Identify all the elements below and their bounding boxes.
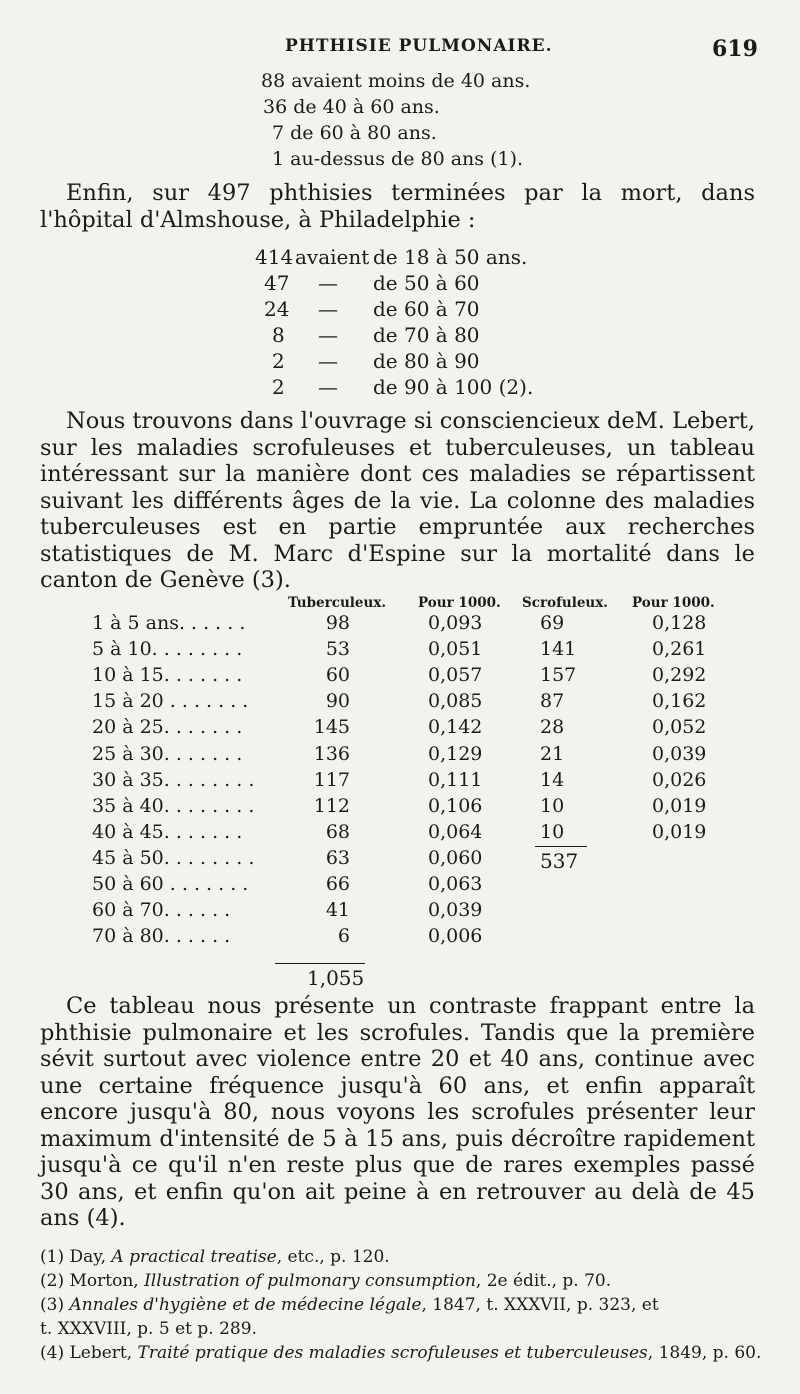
- ditto-dash: —: [318, 271, 338, 295]
- table-row: [0, 716, 800, 742]
- tub-per-1000: 0,129: [428, 742, 483, 765]
- col-header-scrofuleux: Scrofuleux.: [522, 595, 608, 611]
- age-band: 45 à 50. . . . . . . .: [92, 846, 255, 869]
- scr-count: 14: [540, 768, 565, 791]
- tub-count: 60: [325, 664, 350, 687]
- age-range: de 60 à 70: [373, 297, 480, 321]
- paragraph-lebert-table-intro: Nous trouvons dans l'ouvrage si consciencieux deM. Lebert, sur les maladies scrofuleuses et tuberculeuses, un tableau intéressant sur la manière dont ces maladies se répartissent suivant les différents âges de la vie. La colonne des maladies tuberculeuses est en partie empruntée aux recherches statistiques de M. Marc d'Espine sur la mortalité dans le canton de Genève (3).: [40, 408, 755, 593]
- age-range: de 18 à 50 ans.: [373, 245, 528, 269]
- age-range: de 90 à 100 (2).: [373, 375, 534, 399]
- footnote-text: , 1847, t. XXXVII, p. 323, et: [421, 1295, 659, 1315]
- philadelphia-row: [0, 271, 800, 297]
- tub-count: 63: [325, 846, 350, 869]
- scr-count: 141: [540, 638, 577, 661]
- age-stat-line: 36 de 40 à 60 ans.: [263, 96, 440, 118]
- age-band: 70 à 80. . . . . .: [92, 925, 231, 948]
- tub-per-1000: 0,093: [428, 612, 483, 634]
- table-row: [0, 821, 800, 847]
- tub-count: 66: [325, 873, 350, 895]
- scr-per-1000: 0,019: [652, 794, 707, 817]
- table-row: [0, 795, 800, 821]
- age-band: 5 à 10. . . . . . . .: [92, 638, 243, 661]
- tub-count: 136: [313, 742, 350, 765]
- scr-count: 69: [540, 612, 565, 634]
- footnote-text: , 1849, p. 60.: [647, 1343, 762, 1363]
- tub-count: 112: [313, 794, 350, 817]
- footnote: [40, 1271, 611, 1291]
- footnote-title: Annales d'hygiène et de médecine légale: [69, 1295, 422, 1315]
- paragraph-philadelphia-intro: Enfin, sur 497 phthisies terminées par la mort, dans l'hôpital d'Almshouse, à Philadelphie :: [40, 180, 755, 233]
- table-row: [0, 664, 800, 690]
- death-count: 414: [255, 245, 294, 269]
- ditto-dash: —: [318, 349, 338, 373]
- footnote-text: (1) Day,: [40, 1247, 112, 1267]
- footnote: [40, 1319, 257, 1339]
- tub-per-1000: 0,085: [428, 690, 483, 713]
- age-stat-line: 1 au-dessus de 80 ans (1).: [272, 148, 524, 170]
- table-row: [0, 873, 800, 899]
- page-number: 619: [712, 36, 758, 62]
- scr-per-1000: 0,292: [652, 664, 707, 687]
- table-row: [0, 769, 800, 795]
- age-range: de 50 à 60: [373, 271, 480, 295]
- scr-count: 87: [540, 690, 565, 713]
- age-band: 20 à 25. . . . . . .: [92, 716, 243, 739]
- row-verb: avaient: [295, 245, 370, 269]
- table-row: [0, 743, 800, 769]
- tub-per-1000: 0,057: [428, 664, 483, 687]
- scr-count: 28: [540, 716, 565, 739]
- table-row: [0, 899, 800, 925]
- running-header: PHTHISIE PULMONAIRE.: [285, 36, 553, 56]
- death-count: 47: [264, 271, 290, 295]
- tub-count: 41: [325, 899, 350, 922]
- footnote-text: (4) Lebert,: [40, 1343, 138, 1363]
- age-band: 60 à 70. . . . . .: [92, 899, 231, 922]
- death-count: 2: [272, 375, 285, 399]
- tub-per-1000: 0,039: [428, 899, 483, 922]
- footnote-text: (2) Morton,: [40, 1271, 145, 1291]
- tub-per-1000: 0,063: [428, 873, 483, 895]
- scr-count: 157: [540, 664, 577, 687]
- tub-per-1000: 0,060: [428, 846, 483, 869]
- age-band: 30 à 35. . . . . . . .: [92, 768, 255, 791]
- tub-count: 90: [325, 690, 350, 713]
- table-row: [0, 638, 800, 664]
- footnote-title: A practical treatise: [111, 1247, 277, 1267]
- scr-per-1000: 0,039: [652, 742, 707, 765]
- ditto-dash: —: [318, 297, 338, 321]
- footnote: [40, 1343, 761, 1363]
- age-stat-line: 7 de 60 à 80 ans.: [272, 122, 437, 144]
- tub-count: 53: [325, 638, 350, 661]
- scr-per-1000: 0,128: [652, 612, 707, 634]
- scr-per-1000: 0,162: [652, 690, 707, 713]
- table-row: [0, 847, 800, 873]
- footnote-text: (3): [40, 1295, 70, 1315]
- table-row: [0, 612, 800, 638]
- scr-per-1000: 0,052: [652, 716, 707, 739]
- scr-total: 537: [540, 849, 579, 873]
- ditto-dash: —: [318, 375, 338, 399]
- tub-per-1000: 0,111: [428, 768, 483, 791]
- footnote-title: Traité pratique des maladies scrofuleuses et tuberculeuses: [137, 1343, 648, 1363]
- ditto-dash: —: [318, 323, 338, 347]
- age-range: de 80 à 90: [373, 349, 480, 373]
- tub-per-1000: 0,064: [428, 820, 483, 843]
- death-count: 8: [272, 323, 285, 347]
- tub-per-1000: 0,106: [428, 794, 483, 817]
- scr-per-1000: 0,019: [652, 820, 707, 843]
- tub-count: 145: [313, 716, 350, 739]
- tub-total: 1,055: [307, 966, 365, 990]
- age-band: 10 à 15. . . . . . .: [92, 664, 243, 687]
- scr-total-rule: [535, 846, 587, 847]
- philadelphia-row: [0, 323, 800, 349]
- tub-count: 6: [337, 925, 350, 948]
- footnote: [40, 1295, 659, 1315]
- footnote-text: t. XXXVIII, p. 5 et p. 289.: [40, 1319, 257, 1339]
- col-header-pour-1000-scr: Pour 1000.: [632, 595, 715, 611]
- scr-count: 21: [540, 742, 565, 765]
- death-count: 24: [264, 297, 290, 321]
- philadelphia-row: [0, 297, 800, 323]
- col-header-tuberculeux: Tuberculeux.: [288, 595, 387, 611]
- scr-count: 10: [540, 794, 565, 817]
- age-band: 15 à 20 . . . . . . .: [92, 690, 249, 713]
- age-band: 40 à 45. . . . . . .: [92, 820, 243, 843]
- tub-count: 98: [325, 612, 350, 634]
- age-band: 35 à 40. . . . . . . .: [92, 794, 255, 817]
- footnote-title: Illustration of pulmonary consumption: [144, 1271, 476, 1291]
- death-count: 2: [272, 349, 285, 373]
- scr-per-1000: 0,026: [652, 768, 707, 791]
- footnote: [40, 1247, 390, 1267]
- scr-per-1000: 0,261: [652, 638, 707, 661]
- age-range: de 70 à 80: [373, 323, 480, 347]
- age-band: 25 à 30. . . . . . .: [92, 742, 243, 765]
- philadelphia-row: [0, 349, 800, 375]
- table-row: [0, 925, 800, 951]
- footnote-text: , etc., p. 120.: [276, 1247, 390, 1267]
- age-stat-line: 88 avaient moins de 40 ans.: [261, 70, 531, 92]
- tub-count: 117: [313, 768, 350, 791]
- table-row: [0, 690, 800, 716]
- tub-per-1000: 0,006: [428, 925, 483, 948]
- tub-total-rule: [275, 963, 365, 964]
- philadelphia-row: [0, 375, 800, 401]
- paragraph-comparison: Ce tableau nous présente un contraste frappant entre la phthisie pulmonaire et les scrofules. Tandis que la première sévit surtout avec violence entre 20 et 40 ans, continue avec une certaine fréquence jusqu'à 60 ans, et enfin apparaît encore jusqu'à 80, nous voyons les scrofules présenter leur maximum d'intensité de 5 à 15 ans, puis décroître rapidement jusqu'à ce qu'il n'en reste plus que de rares exemples passé 30 ans, et enfin qu'on ait peine à en retrouver au delà de 45 ans (4).: [40, 993, 755, 1231]
- age-band: 50 à 60 . . . . . . .: [92, 873, 249, 895]
- footnote-text: , 2e édit., p. 70.: [475, 1271, 612, 1291]
- age-band: 1 à 5 ans. . . . . .: [92, 612, 246, 634]
- tub-per-1000: 0,142: [428, 716, 483, 739]
- philadelphia-row: [0, 245, 800, 271]
- tub-count: 68: [325, 820, 350, 843]
- scr-count: 10: [540, 820, 565, 843]
- tub-per-1000: 0,051: [428, 638, 483, 661]
- col-header-pour-1000-tub: Pour 1000.: [418, 595, 501, 611]
